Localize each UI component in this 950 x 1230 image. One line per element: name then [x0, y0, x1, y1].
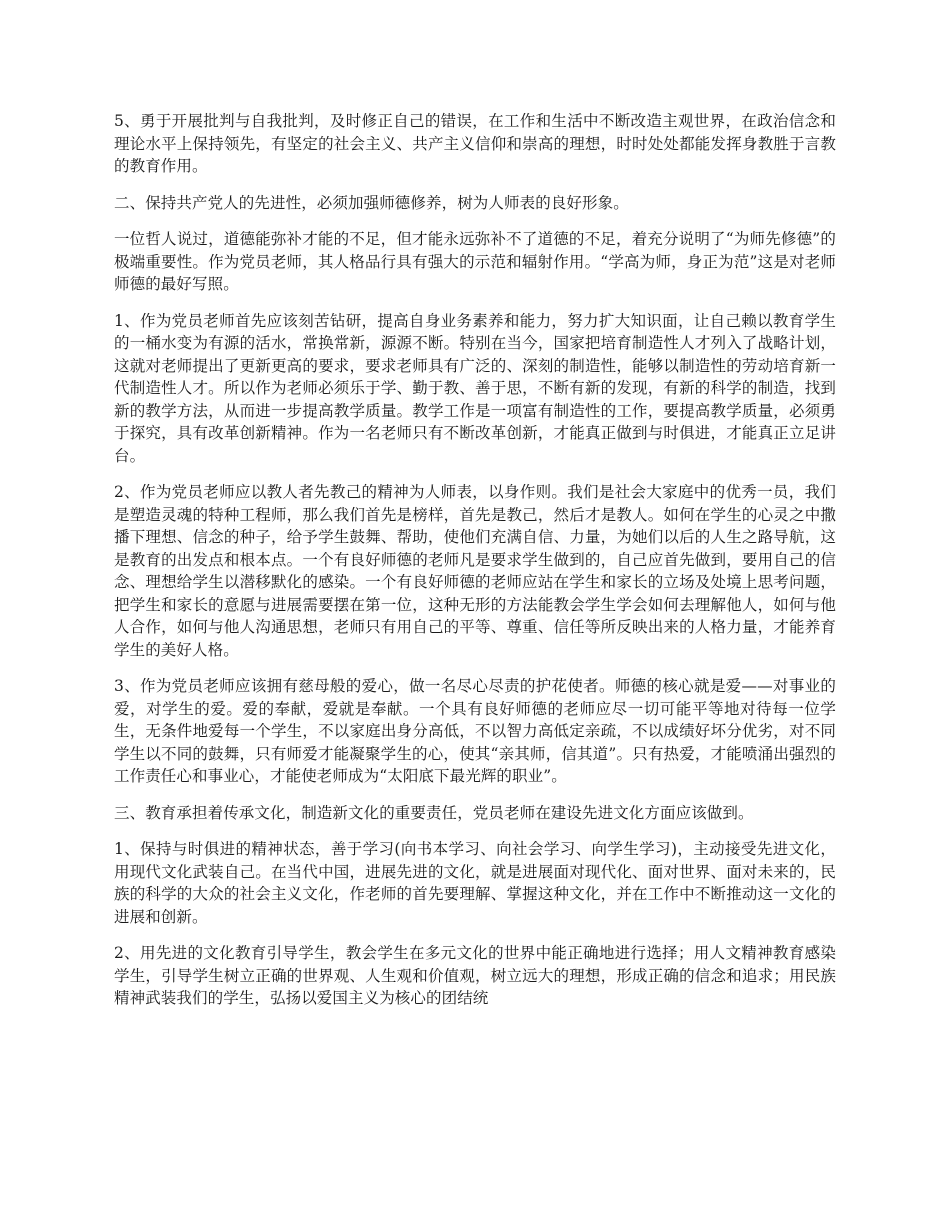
document-body — [114, 110, 836, 1024]
paragraph-point-1-culture: 1、保持与时俱进的精神状态，善于学习(向书本学习、向社会学习、向学生学习)，主动接受先进文化，用现代文化武装自己。在当代中国，进展先进的文化，就是进展面对现代化、面对世界、面对未来的，民族的科学的大众的社会主义文化，作老师的首先要理解、掌握这种文化，并在工作中不断推动这一文化的进展和创新。 — [114, 840, 836, 926]
paragraph-point-1-study: 1、作为党员老师首先应该刻苦钻研，提高自身业务素养和能力，努力扩大知识面，让自己赖以教育学生的一桶水变为有源的活水，常换常新，源源不断。特别在当今，国家把培育制造性人才列入了战略计划，这就对老师提出了更新更高的要求，要求老师具有广泛的、深刻的制造性，能够以制造性的劳动培育新一代制造性人才。所以作为老师必须乐于学、勤于教、善于思，不断有新的发现，有新的科学的制造，找到新的教学方法，从而进一步提高教学质量。教学工作是一项富有制造性的工作，要提高教学质量，必须勇于探究，具有改革创新精神。作为一名老师只有不断改革创新，才能真正做到与时俱进，才能真正立足讲台。 — [114, 311, 836, 465]
paragraph-point-5: 5、勇于开展批判与自我批判，及时修正自己的错误，在工作和生活中不断改造主观世界，在政治信念和理论水平上保持领先，有坚定的社会主义、共产主义信仰和崇高的理想，时时处处都能发挥身教胜于言教的教育作用。 — [114, 112, 836, 175]
section-heading-3: 三、教育承担着传承文化，制造新文化的重要责任，党员老师在建设先进文化方面应该做到。 — [114, 803, 754, 822]
paragraph-point-2-role-model: 2、作为党员老师应以教人者先教己的精神为人师表，以身作则。我们是社会大家庭中的优秀一员，我们是塑造灵魂的特种工程师，那么我们首先是榜样，首先是教己，然后才是教人。如何在学生的心灵之中撒播下理想、信念的种子，给予学生鼓舞、帮助，使他们充满自信、力量，为她们以后的人生之路导航，这是教育的出发点和根本点。一个有良好师德的老师凡是要求学生做到的，自己应首先做到，要用自己的信念、理想给学生以潜移默化的感染。一个有良好师德的老师应站在学生和家长的立场及处境上思考问题，把学生和家长的意愿与进展需要摆在第一位，这种无形的方法能教会学生学会如何去理解他人，如何与他人合作，如何与他人沟通思想，老师只有用自己的平等、尊重、信任等所反映出来的人格力量，才能养育学生的美好人格。 — [114, 483, 836, 659]
paragraph-point-2-culture: 2、用先进的文化教育引导学生，教会学生在多元文化的世界中能正确地进行选择；用人文精神教育感染学生，引导学生树立正确的世界观、人生观和价值观，树立远大的理想，形成正确的信念和追求；用民族精神武装我们的学生，弘扬以爱国主义为核心的团结统 — [114, 944, 836, 1007]
paragraph-point-3-love: 3、作为党员老师应该拥有慈母般的爱心，做一名尽心尽责的护花使者。师德的核心就是爱——对事业的爱，对学生的爱。爱的奉献，爱就是奉献。一个具有良好师德的老师应尽一切可能平等地对待每一位学生，无条件地爱每一个学生，不以家庭出身分高低，不以智力高低定亲疏，不以成绩好坏分优劣，对不同学生以不同的鼓舞，只有师爱才能凝聚学生的心，使其“亲其师，信其道”。只有热爱，才能喷涌出强烈的工作责任心和事业心，才能使老师成为“太阳底下最光辉的职业”。 — [114, 677, 836, 785]
section-heading-2: 二、保持共产党人的先进性，必须加强师德修养，树为人师表的良好形象。 — [114, 193, 629, 212]
paragraph-philosopher-quote: 一位哲人说过，道德能弥补才能的不足，但才能永远弥补不了道德的不足，着充分说明了“为师先修德”的极端重要性。作为党员老师，其人格品行具有强大的示范和辐射作用。“学高为师，身正为范”这是对老师师德的最好写照。 — [114, 230, 836, 293]
